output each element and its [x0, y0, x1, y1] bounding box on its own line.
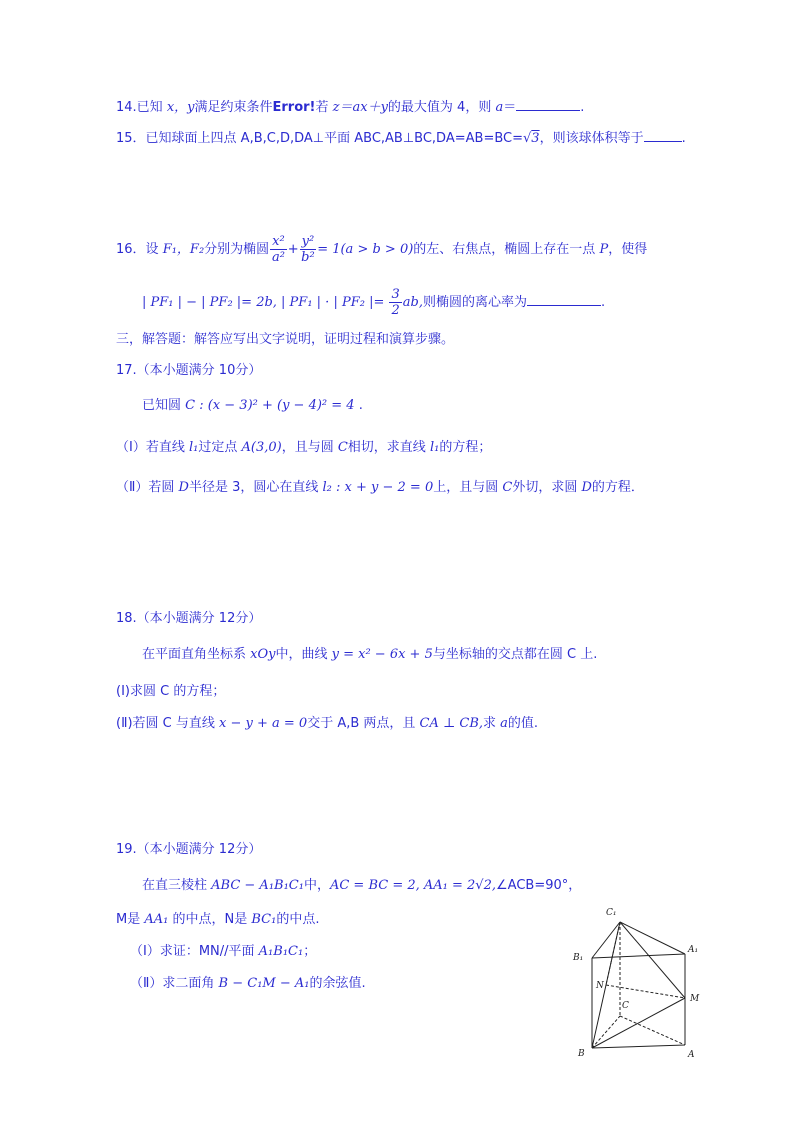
- q17-circle-eq: C : (x − 3)² + (y − 4)² = 4: [185, 398, 355, 413]
- q16-text3: ，使得: [608, 242, 648, 257]
- q16-foci: F₁，F₂: [162, 242, 205, 257]
- q14-text: 满足约束条件: [194, 100, 273, 115]
- q15-sqrt: √3: [523, 131, 540, 146]
- q14-answer-blank: [516, 96, 580, 111]
- q19-dihedral: B − C₁M − A₁: [218, 976, 310, 991]
- q18-line: x − y + a = 0: [219, 716, 308, 731]
- label-n: N: [596, 981, 604, 991]
- q19-header: 19.（本小题满分 12分）: [116, 842, 262, 857]
- q19-p1-end: ；: [303, 944, 317, 959]
- q19-part1: [130, 942, 316, 962]
- q19-part2: [130, 974, 366, 994]
- q19-p2-text: （Ⅱ）求二面角: [130, 976, 219, 991]
- q17-point-a: A(3,0): [241, 440, 282, 455]
- q17-p2-end: 的方程．: [591, 480, 644, 495]
- q19-aa1: AA₁: [144, 912, 169, 927]
- q17-p1-end: 的方程；: [439, 440, 492, 455]
- q18-given-text: 在平面直角坐标系: [142, 647, 251, 662]
- prism-figure: [568, 900, 708, 1065]
- q15-tail: ，则该球体积等于: [539, 131, 644, 146]
- q14-error-text: Error!: [272, 100, 316, 115]
- q16-prefix: 16．设: [116, 242, 163, 257]
- label-a1: A₁: [688, 945, 699, 955]
- q18-perp: CA ⊥ CB,: [419, 716, 484, 731]
- q17-l1-b: l₁: [429, 440, 440, 455]
- prism-diagram: [568, 900, 708, 1065]
- q18-header: 18.（本小题满分 12分）: [116, 611, 262, 626]
- q14-prefix: 14.已知: [116, 100, 167, 115]
- q17-p1-label: （Ⅰ）若直线: [116, 440, 189, 455]
- q16-answer-blank: [527, 291, 601, 306]
- q16-frac-y-num: y²: [301, 234, 315, 249]
- question-16: [116, 230, 647, 270]
- q18-given: [142, 645, 597, 665]
- q17-part1: [116, 438, 491, 458]
- q14-expression: z＝ax＋y: [332, 100, 388, 115]
- q17-p2-text3: 外切，求圆: [512, 480, 582, 495]
- section-3-heading: 三，解答题：解答应写出文字说明，证明过程和演算步骤。: [116, 332, 455, 347]
- question-15: [116, 127, 686, 149]
- q16-frac-den: 2: [391, 303, 400, 318]
- q17-given: [142, 396, 363, 416]
- q14-text2: 若: [315, 100, 333, 115]
- q16-frac-x: [270, 234, 287, 265]
- q14-end: .: [580, 100, 585, 115]
- q18-given-end: 与坐标轴的交点都在圆 C 上.: [432, 647, 598, 662]
- q17-p1-text: 过定点: [198, 440, 242, 455]
- q17-given-end: .: [354, 398, 363, 413]
- q19-bc1: BC₁: [251, 912, 277, 927]
- q15-answer-blank: [644, 127, 682, 142]
- q17-circle-d: D: [178, 480, 189, 495]
- q17-circle-d2: D: [581, 480, 592, 495]
- q18-curve: y = x² − 6x + 5: [331, 647, 433, 662]
- q16-frac-x-num: x²: [272, 234, 285, 249]
- q17-p1-text2: ，且与圆: [281, 440, 338, 455]
- q19-p2-end: 的余弦值.: [309, 976, 366, 991]
- q17-p2-label: （Ⅱ）若圆: [116, 480, 179, 495]
- q16-ask: 则椭圆的离心率为: [422, 295, 527, 310]
- q15-text: 15．已知球面上四点 A,B,C,D,DA⊥平面 ABC,AB⊥BC,DA=AB=BC=: [116, 131, 523, 146]
- q16-frac-y-den: b²: [301, 250, 315, 265]
- q19-line2-end: 的中点.: [276, 912, 320, 927]
- q16-end: .: [601, 295, 606, 310]
- segment-n-m: [606, 985, 685, 998]
- q16-ab: ab,: [402, 295, 423, 310]
- q19-plane: A₁B₁C₁: [258, 944, 304, 959]
- q17-line-l2: l₂ : x + y − 2 = 0: [322, 480, 434, 495]
- q16-point: P: [599, 242, 609, 257]
- q18-given-text2: 中，曲线: [275, 647, 332, 662]
- label-a: A: [688, 1050, 695, 1060]
- edge-c1-m: [620, 922, 685, 998]
- q19-given-text: 在直三棱柱: [142, 878, 212, 893]
- q18-part2: [116, 714, 538, 734]
- q19-line2: [116, 910, 319, 930]
- q15-end: .: [681, 131, 686, 146]
- q17-given-text: 已知圆: [142, 398, 186, 413]
- q17-header: 17.（本小题满分 10分）: [116, 363, 262, 378]
- q17-circle-c2: C: [502, 480, 513, 495]
- q16-relation: | PF₁ | − | PF₂ |= 2b, | PF₁ | · | PF₂ |=: [142, 295, 389, 310]
- q17-p1-text3: 相切，求直线: [347, 440, 430, 455]
- q18-part1: (Ⅰ)求圆 C 的方程；: [116, 684, 226, 699]
- q18-var-a: a: [500, 716, 508, 731]
- edge-b-c-hidden: [592, 1016, 620, 1048]
- q16-frac-num: 3: [391, 287, 400, 302]
- edge-c-a-hidden: [620, 1016, 685, 1045]
- label-m: M: [690, 994, 700, 1004]
- q18-system: xOy: [250, 647, 276, 662]
- q16-plus: +: [287, 242, 299, 257]
- edge-b-m: [592, 998, 685, 1048]
- label-c1: C₁: [606, 908, 617, 918]
- q14-eq: ＝: [503, 100, 517, 115]
- q14-var-a: a: [495, 100, 504, 115]
- q19-prism: ABC − A₁B₁C₁: [211, 878, 304, 893]
- q15-sqrt-value: 3: [531, 131, 540, 146]
- q19-given: [142, 876, 581, 896]
- question-14: [116, 96, 584, 118]
- label-b: B: [578, 1049, 585, 1059]
- q19-m-text: M是: [116, 912, 145, 927]
- q16-frac-y: [300, 234, 317, 265]
- q16-text2: 的左、右焦点，椭圆上存在一点: [413, 242, 600, 257]
- question-16-line2: [142, 283, 605, 323]
- q17-part2: [116, 478, 644, 498]
- label-c: C: [622, 1001, 629, 1011]
- q16-condition: = 1(a > b > 0): [317, 242, 414, 257]
- q18-p2-label: (Ⅱ)若圆 C 与直线: [116, 716, 220, 731]
- q17-circle-c: C: [337, 440, 348, 455]
- q16-frac-3-2: [389, 287, 401, 318]
- label-b1: B₁: [573, 953, 584, 963]
- q17-p2-text2: 上，且与圆: [433, 480, 503, 495]
- edge-c1-a1: [620, 922, 685, 954]
- q14-vars: x，y: [166, 100, 195, 115]
- q19-angle: ∠ACB=90°，: [496, 878, 582, 893]
- q19-given-text2: 中，: [303, 878, 330, 893]
- q18-p2-end: 的值.: [507, 716, 539, 731]
- q14-text3: 的最大值为 4，则: [387, 100, 496, 115]
- edge-b1-a1: [592, 954, 685, 958]
- edge-b-a: [592, 1045, 685, 1048]
- q19-n-text: 的中点，N是: [168, 912, 252, 927]
- q16-frac-x-den: a²: [271, 250, 285, 265]
- q16-text: 分别为椭圆: [204, 242, 270, 257]
- q17-p2-text: 半径是 3，圆心在直线: [188, 480, 323, 495]
- q17-l1: l₁: [188, 440, 199, 455]
- q19-values: AC = BC = 2, AA₁ = 2√2,: [329, 878, 496, 893]
- q19-p1-text: （Ⅰ）求证：MN//平面: [130, 944, 259, 959]
- q18-p2-text2: 求: [483, 716, 501, 731]
- q18-p2-text: 交于 A,B 两点，且: [307, 716, 420, 731]
